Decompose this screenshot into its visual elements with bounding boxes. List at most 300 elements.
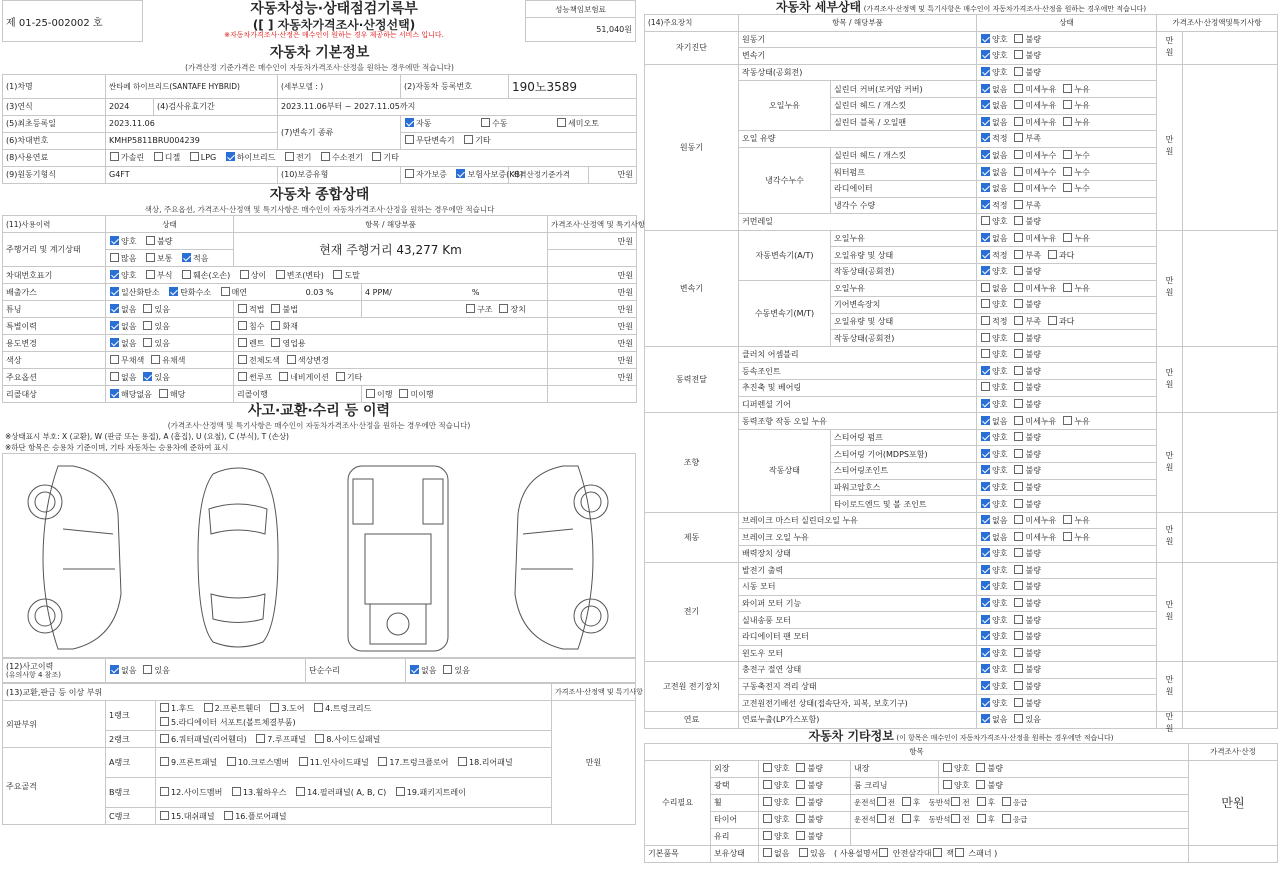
status-checkbox[interactable] <box>1063 515 1072 524</box>
simple-none-checkbox[interactable] <box>410 665 419 674</box>
status-label: 불량 <box>1025 300 1041 310</box>
status-checkbox[interactable] <box>1014 366 1023 375</box>
detail-row <box>645 31 1278 48</box>
part-label: 14.필러패널( A, B, C) <box>307 787 387 797</box>
glass-bad-checkbox[interactable] <box>796 831 805 840</box>
detail-item: 커먼레일 <box>739 214 977 231</box>
status-checkbox[interactable] <box>1014 532 1023 541</box>
status-checkbox[interactable] <box>1063 167 1072 176</box>
detail-subitem: 기어변속장치 <box>831 297 977 314</box>
rankB-label: B랭크 <box>106 778 156 808</box>
tuning-legal-checkbox[interactable] <box>238 304 247 313</box>
fuel-diesel-checkbox[interactable] <box>154 152 163 161</box>
cross-member-checkbox[interactable] <box>227 757 236 766</box>
wheel-good-checkbox[interactable] <box>763 797 772 806</box>
detail-title-row <box>644 0 1278 14</box>
overall-table <box>2 184 646 404</box>
status-label: 불량 <box>1025 665 1041 675</box>
side-sill-checkbox[interactable] <box>315 734 324 743</box>
trans-row1 <box>401 115 637 132</box>
mileage-many-checkbox[interactable] <box>110 253 119 262</box>
side-member-checkbox[interactable] <box>160 787 169 796</box>
detail-status <box>977 463 1157 480</box>
status-checkbox[interactable] <box>1014 316 1023 325</box>
emission-hc-checkbox[interactable] <box>169 287 178 296</box>
trans-semi-checkbox[interactable] <box>557 118 566 127</box>
valid-label: (4)검사유효기간 <box>154 98 278 115</box>
wheel-pass-front-checkbox[interactable] <box>951 797 960 806</box>
status-checkbox[interactable] <box>1014 133 1023 142</box>
status-checkbox[interactable] <box>1014 100 1023 109</box>
status-checkbox[interactable] <box>981 399 990 408</box>
detail-subitem: 오일유량 및 상태 <box>831 247 977 264</box>
status-checkbox[interactable] <box>981 598 990 607</box>
inside-panel-checkbox[interactable] <box>299 757 308 766</box>
detail-row <box>645 512 1278 529</box>
car-diagram-svg <box>3 454 635 659</box>
opt-label: 후 <box>913 798 921 808</box>
tire-pass-front-checkbox[interactable] <box>951 814 960 823</box>
emission-co-checkbox[interactable] <box>110 287 119 296</box>
status-checkbox[interactable] <box>981 183 990 192</box>
mileage-bad-checkbox[interactable] <box>146 236 155 245</box>
status-checkbox[interactable] <box>1063 416 1072 425</box>
wheel-house-checkbox[interactable] <box>232 787 241 796</box>
vin-damage-checkbox[interactable] <box>182 270 191 279</box>
status-checkbox[interactable] <box>1014 681 1023 690</box>
status-checkbox[interactable] <box>981 333 990 342</box>
status-checkbox[interactable] <box>981 548 990 557</box>
detail-won: 만원 <box>1157 512 1183 562</box>
status-checkbox[interactable] <box>1063 283 1072 292</box>
tuning-illegal-checkbox[interactable] <box>271 304 280 313</box>
status-checkbox[interactable] <box>1063 233 1072 242</box>
status-checkbox[interactable] <box>981 648 990 657</box>
quarter-panel-checkbox[interactable] <box>160 734 169 743</box>
triangle-checkbox[interactable] <box>933 848 942 857</box>
emission-smoke-checkbox[interactable] <box>221 287 230 296</box>
status-checkbox[interactable] <box>1014 482 1023 491</box>
detail-subitem: 스티어링조인트 <box>831 463 977 480</box>
status-checkbox[interactable] <box>981 382 990 391</box>
status-checkbox[interactable] <box>1014 34 1023 43</box>
detail-won: 만원 <box>1157 711 1183 728</box>
part-label: 5.라디에이터 서포트(볼트체결부품) <box>171 717 296 727</box>
wheel-driver-rear-checkbox[interactable] <box>902 797 911 806</box>
rankA-label: A랭크 <box>106 748 156 778</box>
roof-panel-checkbox[interactable] <box>256 734 265 743</box>
status-checkbox[interactable] <box>981 167 990 176</box>
status-checkbox[interactable] <box>981 565 990 574</box>
status-checkbox[interactable] <box>981 349 990 358</box>
status-checkbox[interactable] <box>1014 117 1023 126</box>
status-label: 양호 <box>992 383 1008 393</box>
options-etc-checkbox[interactable] <box>336 372 345 381</box>
usage-rent-checkbox[interactable] <box>238 338 247 347</box>
room-good-checkbox[interactable] <box>943 780 952 789</box>
detail-group-label: 조향 <box>645 413 739 513</box>
front-panel-checkbox[interactable] <box>160 757 169 766</box>
vin-paint-checkbox[interactable] <box>333 270 342 279</box>
mileage-normal-checkbox[interactable] <box>146 253 155 262</box>
status-checkbox[interactable] <box>981 117 990 126</box>
recall-done-checkbox[interactable] <box>366 389 375 398</box>
emission-value-hc: 4 PPM/ <box>365 287 392 297</box>
status-checkbox[interactable] <box>1014 648 1023 657</box>
wheel-bad-checkbox[interactable] <box>796 797 805 806</box>
status-checkbox[interactable] <box>1014 698 1023 707</box>
tuning-none-checkbox[interactable] <box>110 304 119 313</box>
status-checkbox[interactable] <box>1014 548 1023 557</box>
status-label: 불량 <box>1025 217 1041 227</box>
tire-driver-front-checkbox[interactable] <box>877 814 886 823</box>
status-checkbox[interactable] <box>1014 50 1023 59</box>
opt-label: 보통 <box>157 253 173 263</box>
trunk-lid-checkbox[interactable] <box>314 703 323 712</box>
status-checkbox[interactable] <box>1014 631 1023 640</box>
top-view-rear-window <box>211 594 265 623</box>
fuel-electric-checkbox[interactable] <box>285 152 294 161</box>
status-checkbox[interactable] <box>1063 532 1072 541</box>
color-change-checkbox[interactable] <box>287 355 296 364</box>
exterior-bad-checkbox[interactable] <box>796 763 805 772</box>
opt-label: 매연 <box>231 287 248 297</box>
detail-status <box>977 612 1157 629</box>
hood-checkbox[interactable] <box>160 703 169 712</box>
underbody-trunk <box>370 604 426 644</box>
status-checkbox[interactable] <box>981 84 990 93</box>
detail-item: 구동축전지 격리 상태 <box>739 678 977 695</box>
status-checkbox[interactable] <box>1014 349 1023 358</box>
door-checkbox[interactable] <box>270 703 279 712</box>
status-checkbox[interactable] <box>981 283 990 292</box>
options-navi-checkbox[interactable] <box>279 372 288 381</box>
front-fender-checkbox[interactable] <box>204 703 213 712</box>
status-label: 양호 <box>992 648 1008 658</box>
status-checkbox[interactable] <box>981 714 990 723</box>
manual-checkbox[interactable] <box>879 848 888 857</box>
status-label: 불량 <box>1025 615 1041 625</box>
status-label: 양호 <box>992 632 1008 642</box>
detail-col4: 가격조사·산정액및특기사항 <box>1157 15 1278 32</box>
status-checkbox[interactable] <box>1014 432 1023 441</box>
status-checkbox[interactable] <box>981 664 990 673</box>
exterior-label: 외장 <box>711 760 759 777</box>
status-checkbox[interactable] <box>981 67 990 76</box>
special-flood-checkbox[interactable] <box>238 321 247 330</box>
rank2-label: 2랭크 <box>106 731 156 748</box>
underbody-member-left <box>353 479 373 524</box>
tire-good-checkbox[interactable] <box>763 814 772 823</box>
detail-item: 시동 모터 <box>739 579 977 596</box>
opt-label: 미이행 <box>410 389 434 399</box>
wheel-spare-checkbox[interactable] <box>1002 797 1011 806</box>
tuning-yes-checkbox[interactable] <box>143 304 152 313</box>
car-name: 싼타페 하이브리드(SANTAFE HYBRID) <box>106 74 278 98</box>
usage-none-checkbox[interactable] <box>110 338 119 347</box>
status-checkbox[interactable] <box>981 532 990 541</box>
vin-rust-checkbox[interactable] <box>146 270 155 279</box>
detail-status <box>977 247 1157 264</box>
status-checkbox[interactable] <box>981 449 990 458</box>
status-checkbox[interactable] <box>981 698 990 707</box>
warranty-opt-label: 보험사보증(KB) <box>467 170 524 179</box>
status-checkbox[interactable] <box>1014 200 1023 209</box>
acc-none-checkbox[interactable] <box>110 665 119 674</box>
opt-label: 후 <box>987 798 995 808</box>
detail-won: 만원 <box>1157 31 1183 64</box>
status-label: 적정 <box>992 316 1008 326</box>
status-checkbox[interactable] <box>981 615 990 624</box>
status-checkbox[interactable] <box>981 50 990 59</box>
status-checkbox[interactable] <box>1014 714 1023 723</box>
detail-note-cell <box>1183 413 1278 513</box>
detail-status <box>977 114 1157 131</box>
status-checkbox[interactable] <box>1014 615 1023 624</box>
exterior-good-checkbox[interactable] <box>763 763 772 772</box>
doc-number: 제 01-25-002002 호 <box>3 1 143 42</box>
status-checkbox[interactable] <box>981 233 990 242</box>
package-tray-checkbox[interactable] <box>396 787 405 796</box>
simple-yes-checkbox[interactable] <box>443 665 452 674</box>
special-yes-checkbox[interactable] <box>143 321 152 330</box>
vin-alter-checkbox[interactable] <box>276 270 285 279</box>
trans-cvt-checkbox[interactable] <box>405 135 414 144</box>
status-checkbox[interactable] <box>1014 183 1023 192</box>
status-checkbox[interactable] <box>1014 216 1023 225</box>
status-checkbox[interactable] <box>1014 449 1023 458</box>
opt-label: 도말 <box>344 270 360 280</box>
vin-diff-checkbox[interactable] <box>240 270 249 279</box>
detail-status <box>977 529 1157 546</box>
status-checkbox[interactable] <box>1014 233 1023 242</box>
status-label: 적정 <box>992 250 1008 260</box>
recall-yes-checkbox[interactable] <box>159 389 168 398</box>
status-checkbox[interactable] <box>1063 117 1072 126</box>
detail-won: 만원 <box>1157 662 1183 712</box>
status-checkbox[interactable] <box>1063 100 1072 109</box>
detail-item: 동력조향 작동 오일 누유 <box>739 413 977 430</box>
status-checkbox[interactable] <box>1014 382 1023 391</box>
status-checkbox[interactable] <box>1014 299 1023 308</box>
fuel-hybrid-checkbox[interactable] <box>226 152 235 161</box>
detail-subitem: 작동상태(공회전) <box>831 330 977 347</box>
status-checkbox[interactable] <box>981 250 990 259</box>
trans-etc-checkbox[interactable] <box>464 135 473 144</box>
status-checkbox[interactable] <box>981 515 990 524</box>
color-achro-checkbox[interactable] <box>110 355 119 364</box>
side-right-door-line <box>523 529 573 534</box>
mileage-status-row1 <box>106 233 234 250</box>
status-checkbox[interactable] <box>1014 333 1023 342</box>
acc-yes-checkbox[interactable] <box>143 665 152 674</box>
status-checkbox[interactable] <box>1014 581 1023 590</box>
options-sunroof-checkbox[interactable] <box>238 372 247 381</box>
status-checkbox[interactable] <box>1063 150 1072 159</box>
status-checkbox[interactable] <box>981 316 990 325</box>
mileage-good-checkbox[interactable] <box>110 236 119 245</box>
interior-good-checkbox[interactable] <box>943 763 952 772</box>
options-none-checkbox[interactable] <box>110 372 119 381</box>
basic-yes-checkbox[interactable] <box>799 848 808 857</box>
gloss-good-checkbox[interactable] <box>763 780 772 789</box>
trans-auto-checkbox[interactable] <box>405 118 414 127</box>
status-label: 과다 <box>1058 250 1075 260</box>
status-checkbox[interactable] <box>1014 416 1023 425</box>
tire-bad-checkbox[interactable] <box>796 814 805 823</box>
status-checkbox[interactable] <box>1014 250 1023 259</box>
doc-subtitle: ([ ] 자동차가격조사·산정선택) <box>252 17 416 32</box>
car-diagram <box>2 453 636 658</box>
driver-label: 운전석 <box>854 815 876 825</box>
status-checkbox[interactable] <box>1014 67 1023 76</box>
status-checkbox[interactable] <box>1014 167 1023 176</box>
status-checkbox[interactable] <box>1014 465 1023 474</box>
usage-yes-checkbox[interactable] <box>143 338 152 347</box>
rear-panel-checkbox[interactable] <box>458 757 467 766</box>
detail-status <box>977 562 1157 579</box>
vin-good-checkbox[interactable] <box>110 270 119 279</box>
status-checkbox[interactable] <box>1014 664 1023 673</box>
status-checkbox[interactable] <box>981 416 990 425</box>
opt-label: 있음 <box>154 372 170 382</box>
opt-label: 많음 <box>121 253 137 263</box>
wheel-driver-front-checkbox[interactable] <box>877 797 886 806</box>
room-bad-checkbox[interactable] <box>976 780 985 789</box>
overall-note: 색상, 주요옵션, 가격조사·산정액 및 특기사항은 매수인이 자동차가격조사·산정을 원하는 경우에만 적습니다 <box>144 204 495 214</box>
status-checkbox[interactable] <box>981 200 990 209</box>
opt-label: 영업용 <box>282 338 306 348</box>
status-checkbox[interactable] <box>1014 150 1023 159</box>
fuel-hydrogen-checkbox[interactable] <box>321 152 330 161</box>
price-basis-label: 가격산정기준가격 <box>509 166 589 183</box>
warranty-self-checkbox[interactable] <box>405 169 414 178</box>
mileage-text: 현재 주행거리 43,277 Km <box>234 233 548 267</box>
side-left-front-wheel <box>28 485 62 519</box>
jack-checkbox[interactable] <box>955 848 964 857</box>
special-none-checkbox[interactable] <box>110 321 119 330</box>
warranty-label: (10)보증유형 <box>278 166 401 183</box>
opt-label: 양호 <box>121 270 137 280</box>
tuning-struct-checkbox[interactable] <box>466 304 475 313</box>
status-checkbox[interactable] <box>981 34 990 43</box>
status-label: 적정 <box>992 134 1008 144</box>
first-reg-label: (5)최초등록일 <box>3 115 106 132</box>
opt-label: 불량 <box>807 781 823 791</box>
status-checkbox[interactable] <box>1014 598 1023 607</box>
status-checkbox[interactable] <box>981 432 990 441</box>
status-checkbox[interactable] <box>1014 84 1023 93</box>
recall-na-checkbox[interactable] <box>110 389 119 398</box>
detail-col2: 항목 / 해당부품 <box>739 15 977 32</box>
won-unit: 만원 <box>548 301 637 318</box>
interior-bad-checkbox[interactable] <box>976 763 985 772</box>
status-checkbox[interactable] <box>1014 266 1023 275</box>
options-yes-checkbox[interactable] <box>143 372 152 381</box>
status-checkbox[interactable] <box>981 216 990 225</box>
emission-options <box>106 284 362 301</box>
won-unit: 만원 <box>548 335 637 352</box>
gloss-bad-checkbox[interactable] <box>796 780 805 789</box>
fuel-gasoline-checkbox[interactable] <box>110 152 119 161</box>
engine-label: (9)원동기형식 <box>3 166 106 183</box>
status-checkbox[interactable] <box>981 631 990 640</box>
status-checkbox[interactable] <box>1014 515 1023 524</box>
status-checkbox[interactable] <box>981 482 990 491</box>
status-checkbox[interactable] <box>1014 565 1023 574</box>
status-label: 불량 <box>1025 599 1041 609</box>
status-checkbox[interactable] <box>1063 183 1072 192</box>
status-checkbox[interactable] <box>1048 316 1057 325</box>
recall-notdone-checkbox[interactable] <box>399 389 408 398</box>
mileage-few-checkbox[interactable] <box>182 253 191 262</box>
tire-driver-rear-checkbox[interactable] <box>902 814 911 823</box>
basic-note: (가격산정 기준가격은 매수인이 자동차가격조사·산정을 원하는 경우에만 적습니다) <box>185 63 454 73</box>
detail-item: 브레이크 오일 누유 <box>739 529 977 546</box>
status-checkbox[interactable] <box>1048 250 1057 259</box>
glass-good-checkbox[interactable] <box>763 831 772 840</box>
status-checkbox[interactable] <box>981 266 990 275</box>
radiator-support-checkbox[interactable] <box>160 717 169 726</box>
trunk-floor-checkbox[interactable] <box>378 757 387 766</box>
warranty-ins-checkbox[interactable] <box>456 169 465 178</box>
special-fire-checkbox[interactable] <box>271 321 280 330</box>
status-checkbox[interactable] <box>981 150 990 159</box>
fuel-etc-checkbox[interactable] <box>372 152 381 161</box>
opt-label: 있음 <box>154 666 170 675</box>
status-checkbox[interactable] <box>1014 283 1023 292</box>
status-checkbox[interactable] <box>981 366 990 375</box>
detail-note-cell <box>1183 662 1278 712</box>
status-checkbox[interactable] <box>981 299 990 308</box>
status-checkbox[interactable] <box>981 133 990 142</box>
fuel-opt-label: LPG <box>200 153 217 162</box>
vin-mark-label: 차대번호표기 <box>3 267 106 284</box>
tire-pass-rear-checkbox[interactable] <box>977 814 986 823</box>
status-checkbox[interactable] <box>981 681 990 690</box>
pillar-panel-checkbox[interactable] <box>296 787 305 796</box>
status-checkbox[interactable] <box>1014 399 1023 408</box>
status-checkbox[interactable] <box>981 465 990 474</box>
part-label: 3.도어 <box>281 703 305 713</box>
dash-panel-checkbox[interactable] <box>160 811 169 820</box>
status-checkbox[interactable] <box>981 581 990 590</box>
usage-biz-checkbox[interactable] <box>271 338 280 347</box>
fuel-lpg-checkbox[interactable] <box>190 152 199 161</box>
status-label: 양호 <box>992 549 1008 559</box>
status-checkbox[interactable] <box>981 499 990 508</box>
color-chroma-checkbox[interactable] <box>151 355 160 364</box>
basic-none-checkbox[interactable] <box>763 848 772 857</box>
status-checkbox[interactable] <box>1014 499 1023 508</box>
tire-spare-checkbox[interactable] <box>1002 814 1011 823</box>
status-checkbox[interactable] <box>981 100 990 109</box>
detail-note-cell <box>1183 31 1278 64</box>
status-checkbox[interactable] <box>1063 84 1072 93</box>
detail-status <box>977 313 1157 330</box>
status-label: 양호 <box>992 615 1008 625</box>
detail-row <box>645 64 1278 81</box>
tuning-device-checkbox[interactable] <box>499 304 508 313</box>
opt-label: 썬루프 <box>249 372 273 382</box>
opt-label: 전 <box>887 798 895 808</box>
status-label: 없음 <box>992 234 1008 244</box>
floor-panel-checkbox[interactable] <box>224 811 233 820</box>
trans-manual-checkbox[interactable] <box>481 118 490 127</box>
wheel-pass-rear-checkbox[interactable] <box>977 797 986 806</box>
color-full-checkbox[interactable] <box>238 355 247 364</box>
detail-status <box>977 678 1157 695</box>
